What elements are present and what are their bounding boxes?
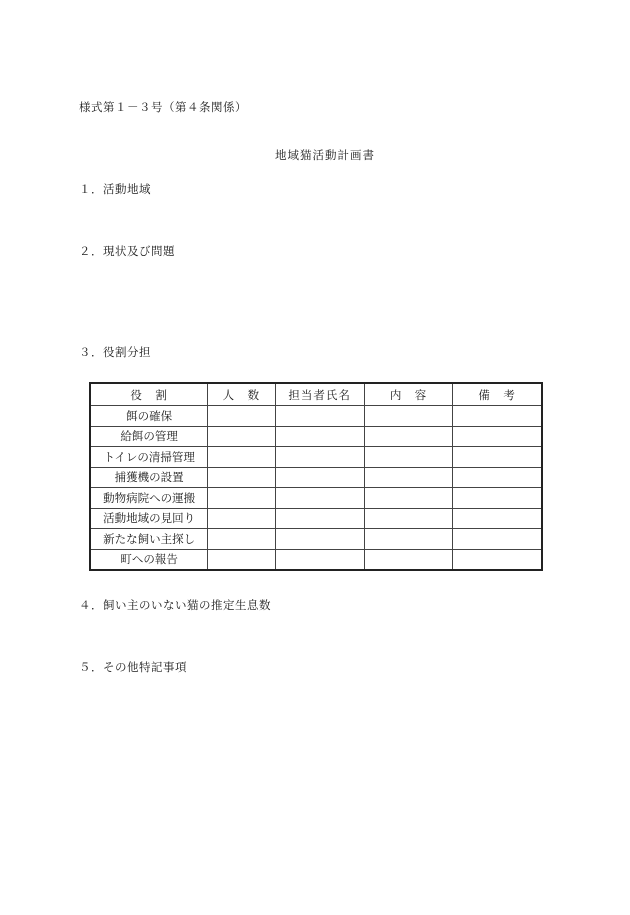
table-row — [90, 529, 542, 550]
notes-cell — [453, 467, 542, 488]
person-cell — [275, 467, 364, 488]
document-title: 地域猫活動計画書 — [275, 148, 375, 162]
headcount-cell — [208, 488, 275, 509]
role-cell: 新たな飼い主探し — [90, 529, 208, 550]
headcount-cell — [208, 467, 275, 488]
table-row — [90, 406, 542, 427]
section-heading-activity-area: １．活動地域 — [79, 182, 151, 196]
person-cell — [275, 406, 364, 427]
header-notes: 備 考 — [453, 383, 542, 406]
header-content: 内 容 — [364, 383, 453, 406]
person-cell — [275, 529, 364, 550]
role-cell: 町への報告 — [90, 549, 208, 570]
content-cell — [364, 447, 453, 468]
person-cell — [275, 488, 364, 509]
table-row — [90, 508, 542, 529]
table-row — [90, 549, 542, 570]
section-heading-other-notes: ５．その他特記事項 — [79, 660, 187, 674]
content-cell — [364, 549, 453, 570]
header-headcount: 人 数 — [208, 383, 275, 406]
notes-cell — [453, 406, 542, 427]
headcount-cell — [208, 549, 275, 570]
notes-cell — [453, 426, 542, 447]
headcount-cell — [208, 529, 275, 550]
notes-cell — [453, 529, 542, 550]
person-cell — [275, 426, 364, 447]
section-heading-estimated-stray-count: ４．飼い主のいない猫の推定生息数 — [79, 598, 271, 612]
role-cell: トイレの清掃管理 — [90, 447, 208, 468]
table-row — [90, 467, 542, 488]
section-heading-role-assignment: ３．役割分担 — [79, 345, 151, 359]
headcount-cell — [208, 508, 275, 529]
header-person-in-charge: 担当者氏名 — [275, 383, 364, 406]
headcount-cell — [208, 406, 275, 427]
role-cell: 動物病院への運搬 — [90, 488, 208, 509]
table-row — [90, 426, 542, 447]
role-cell: 活動地域の見回り — [90, 508, 208, 529]
content-cell — [364, 508, 453, 529]
notes-cell — [453, 488, 542, 509]
table-header-row — [90, 383, 542, 406]
role-assignment-table — [89, 382, 543, 571]
content-cell — [364, 529, 453, 550]
form-number: 様式第１－３号（第４条関係） — [79, 100, 247, 114]
content-cell — [364, 406, 453, 427]
content-cell — [364, 488, 453, 509]
table-row — [90, 447, 542, 468]
role-cell: 給餌の管理 — [90, 426, 208, 447]
headcount-cell — [208, 426, 275, 447]
content-cell — [364, 467, 453, 488]
person-cell — [275, 508, 364, 529]
header-role: 役 割 — [90, 383, 208, 406]
notes-cell — [453, 447, 542, 468]
table-row — [90, 488, 542, 509]
headcount-cell — [208, 447, 275, 468]
notes-cell — [453, 508, 542, 529]
section-heading-current-issues: ２．現状及び問題 — [79, 244, 175, 258]
role-cell: 餌の確保 — [90, 406, 208, 427]
person-cell — [275, 549, 364, 570]
notes-cell — [453, 549, 542, 570]
role-cell: 捕獲機の設置 — [90, 467, 208, 488]
content-cell — [364, 426, 453, 447]
person-cell — [275, 447, 364, 468]
